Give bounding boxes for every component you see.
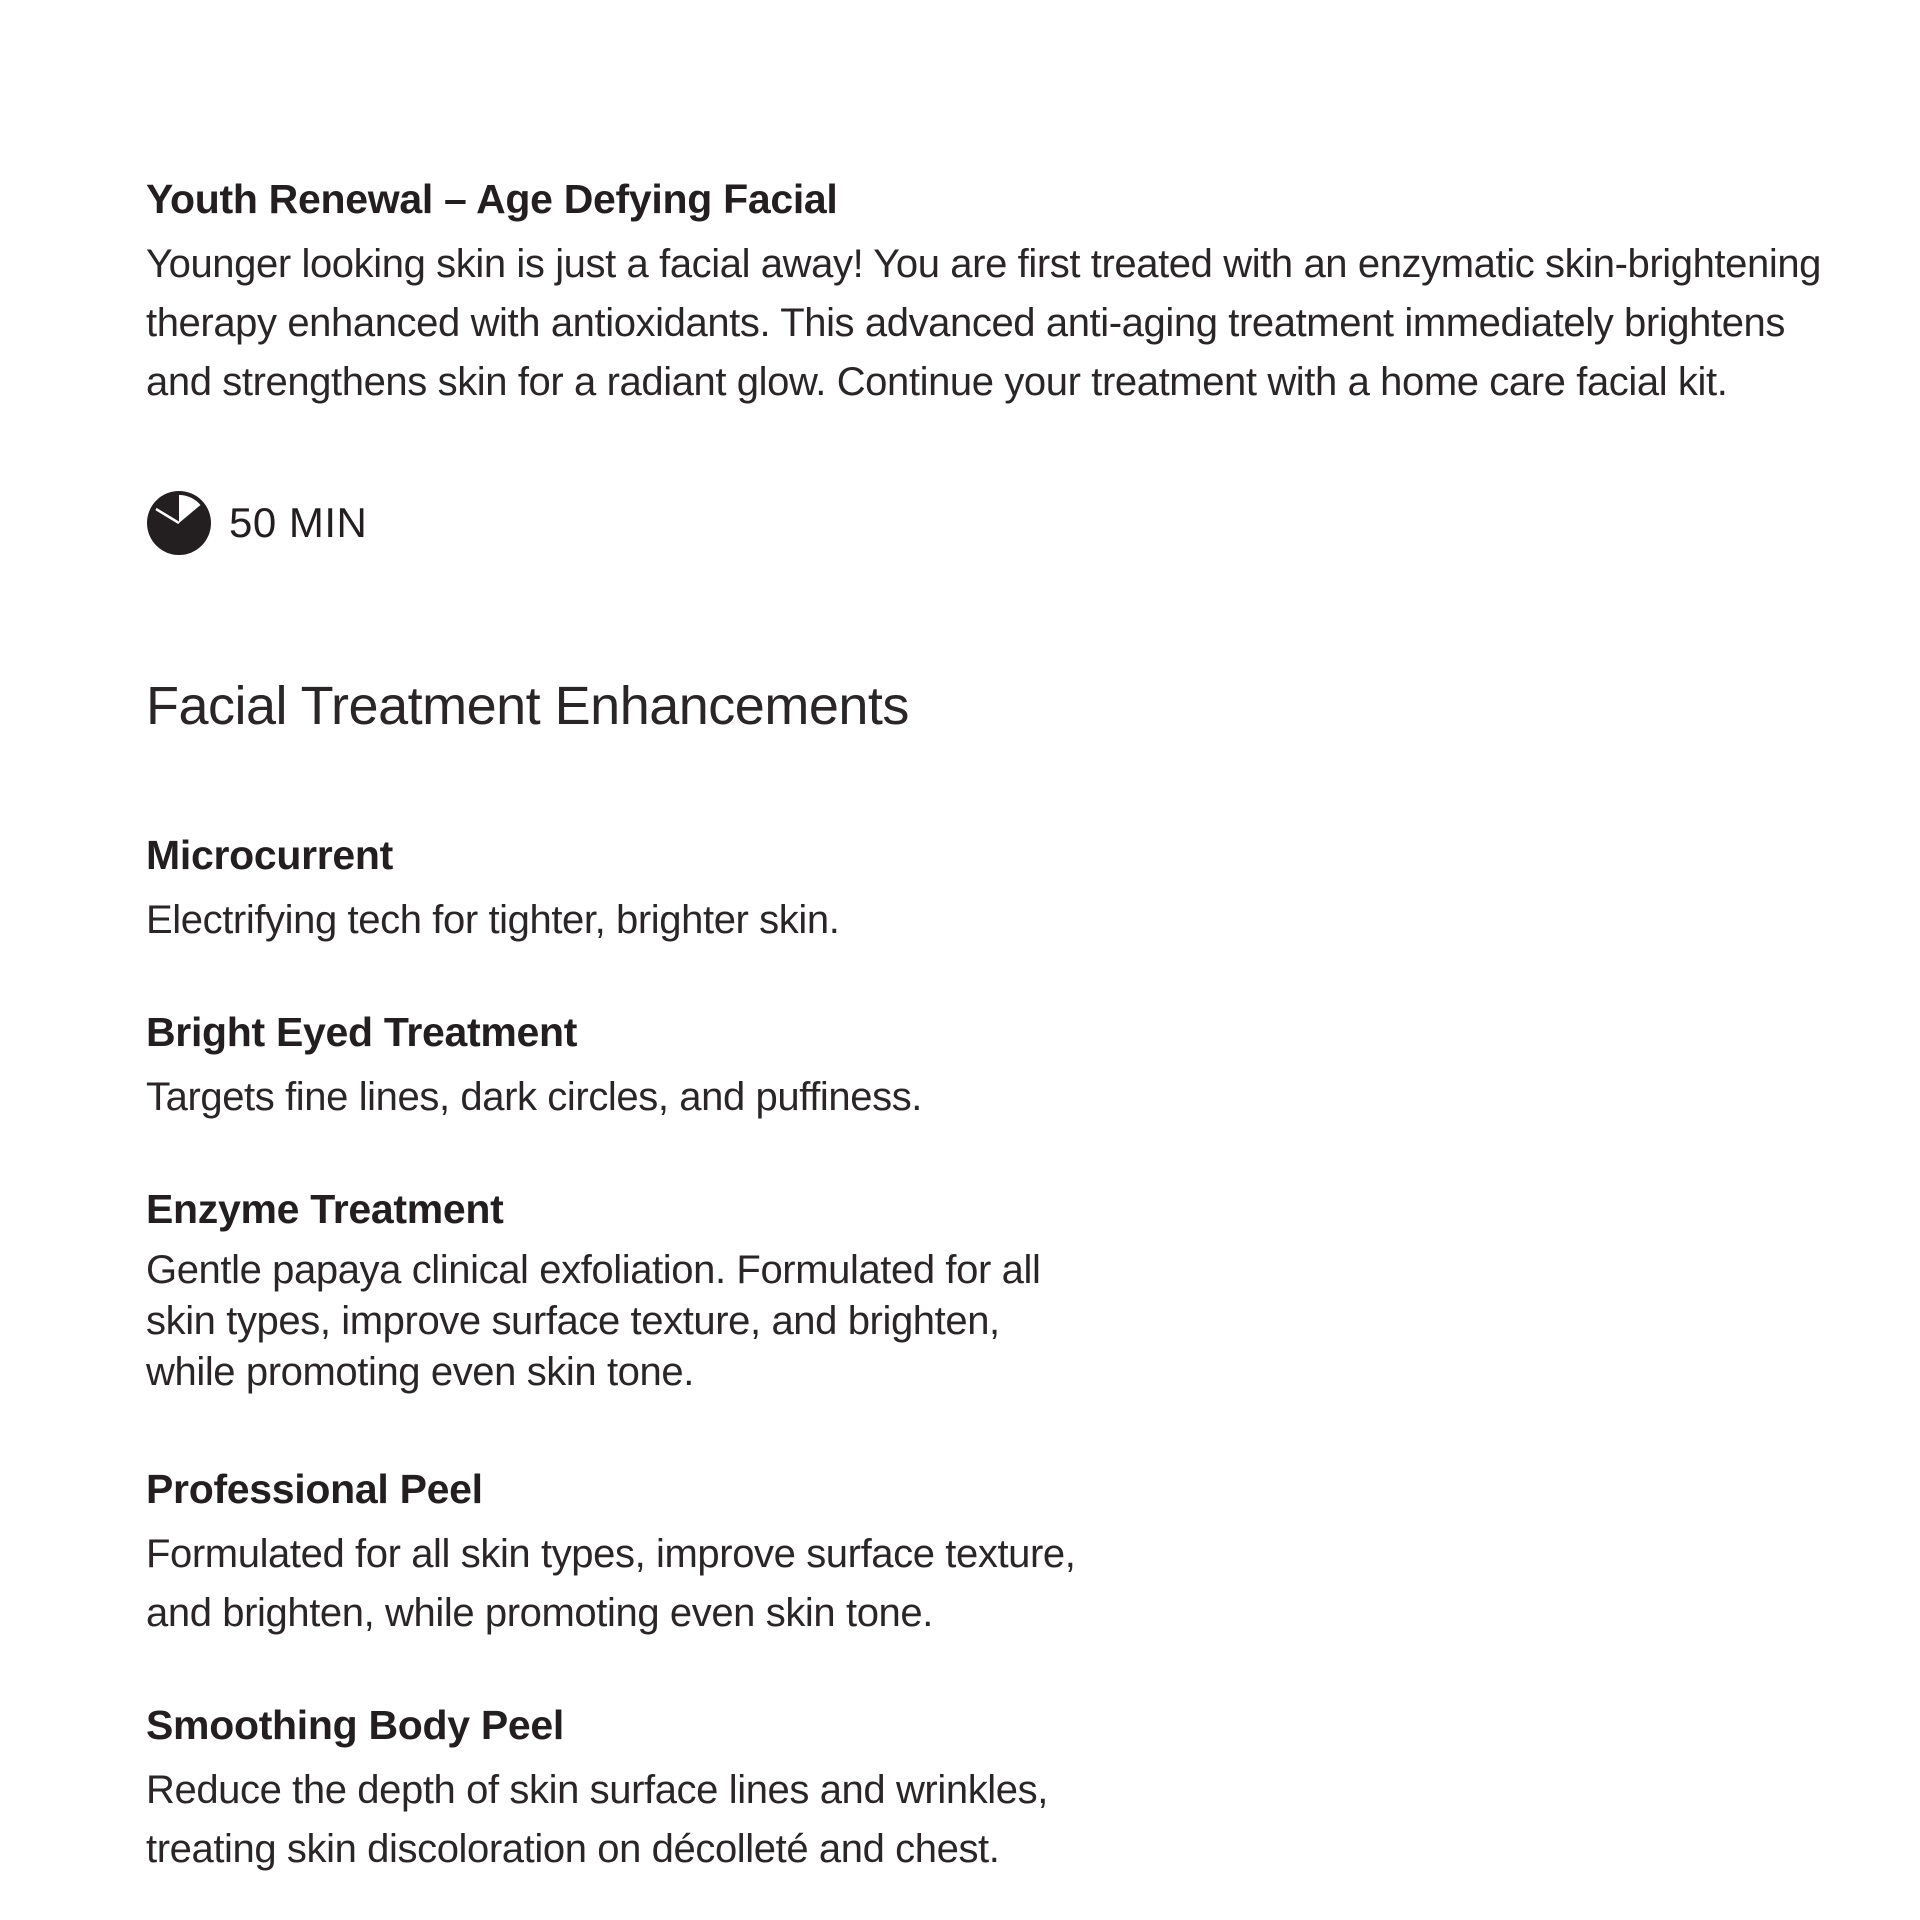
enhancement-item [146, 1461, 1076, 1643]
enhancement-title: Enzyme Treatment [146, 1186, 504, 1232]
enhancement-title: Bright Eyed Treatment [146, 1009, 578, 1055]
enhancement-description [146, 1245, 1040, 1398]
enhancement-title: Professional Peel [146, 1466, 483, 1512]
enhancement-title: Microcurrent [146, 832, 394, 878]
enhancement-description-line: Formulated for all skin types, improve surface texture, [146, 1532, 1076, 1576]
clock-icon [146, 490, 212, 556]
section-heading: Facial Treatment Enhancements [146, 676, 909, 736]
enhancement-description [146, 891, 839, 950]
feature-title: Youth Renewal – Age Defying Facial [146, 176, 838, 222]
enhancement-description-line: Gentle papaya clinical exfoliation. Formulated for all [146, 1248, 1041, 1292]
enhancement-description-line: Electrifying tech for tighter, brighter skin. [146, 898, 840, 942]
enhancement-description [146, 1525, 1076, 1643]
enhancement-description-line: Reduce the depth of skin surface lines and wrinkles, [146, 1768, 1048, 1812]
enhancement-description-line: while promoting even skin tone. [146, 1350, 694, 1394]
feature-description: Younger looking skin is just a facial away! You are first treated with an enzymatic skin-brightening therapy enhanced with antioxidants. This advanced anti-aging treatment immediately brightens and strengthens skin for a radiant glow. Continue your treatment with a home care facial kit. [146, 242, 1822, 404]
enhancement-item [146, 827, 839, 950]
enhancement-description-line: treating skin discoloration on décolleté and chest. [146, 1827, 1000, 1871]
duration-row [146, 490, 367, 556]
enhancement-item [146, 1697, 1048, 1879]
enhancement-item [146, 1004, 922, 1127]
enhancement-description-line: and brighten, while promoting even skin tone. [146, 1591, 933, 1635]
enhancement-item [146, 1181, 1040, 1398]
enhancement-description [146, 1068, 922, 1127]
enhancement-description-line: Targets fine lines, dark circles, and puffiness. [146, 1075, 923, 1119]
duration-label: 50 MIN [229, 499, 368, 546]
enhancement-description [146, 1761, 1048, 1879]
enhancement-description-line: skin types, improve surface texture, and brighten, [146, 1299, 1000, 1343]
enhancement-title: Smoothing Body Peel [146, 1702, 564, 1748]
